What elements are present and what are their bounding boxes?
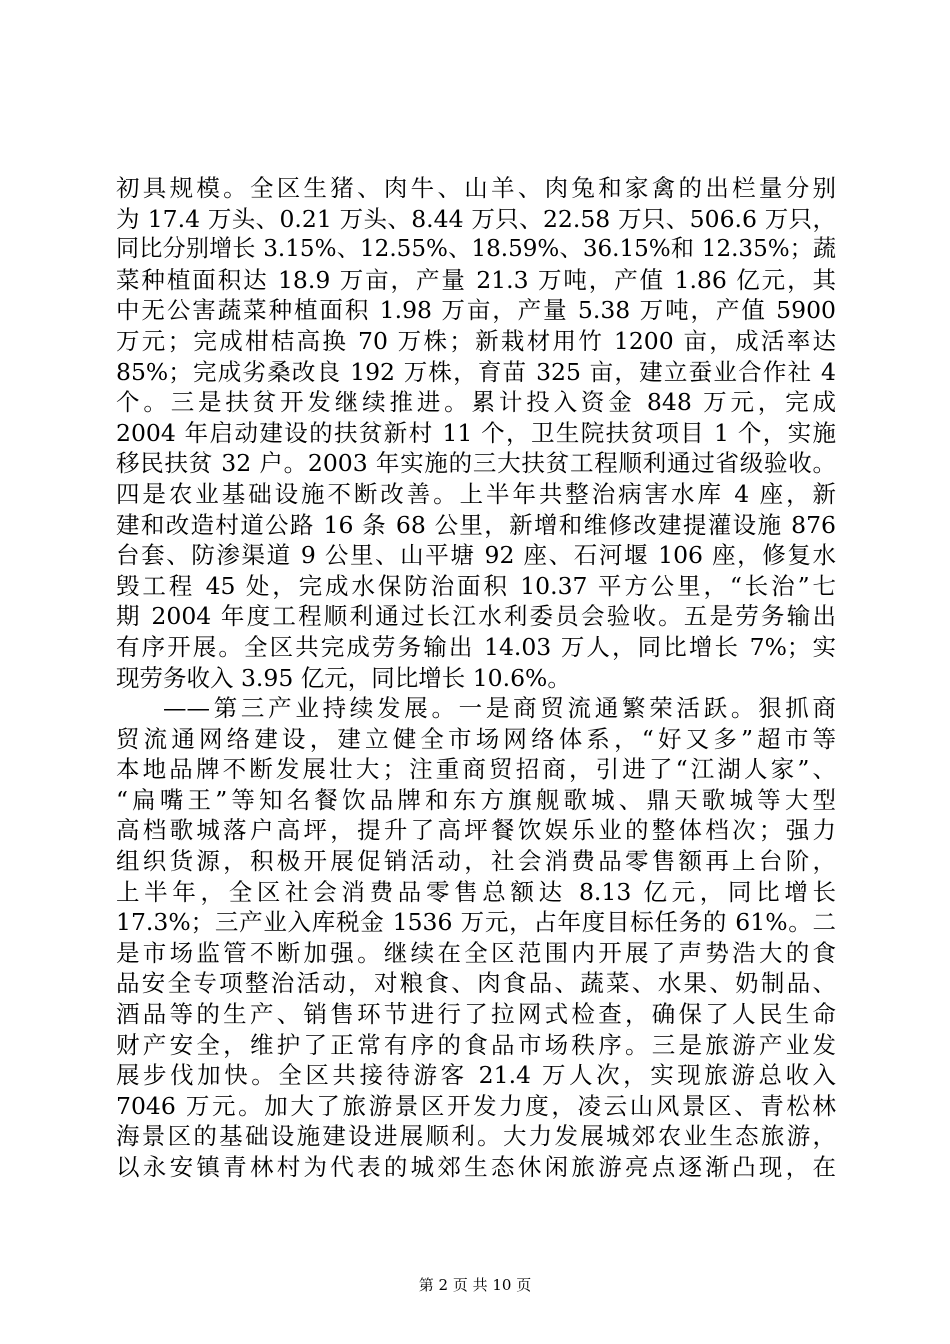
text-line: “扁嘴王”等知名餐饮品牌和东方旗舰歌城、鼎天歌城等大型: [116, 785, 836, 814]
text-line: 台套、防渗渠道 9 公里、山平塘 92 座、石河堰 106 座，修复水: [116, 541, 836, 570]
text-line: 个。三是扶贫开发继续推进。累计投入资金 848 万元，完成: [116, 388, 836, 417]
text-line: 为 17.4 万头、0.21 万头、8.44 万只、22.58 万只、506.6 万只，: [116, 204, 836, 233]
text-line: 中无公害蔬菜种植面积 1.98 万亩，产量 5.38 万吨，产值 5900: [116, 296, 836, 325]
text-line: 本地品牌不断发展壮大；注重商贸招商，引进了“江湖人家”、: [116, 755, 836, 784]
text-line: 期 2004 年度工程顺利通过长江水利委员会验收。五是劳务输出: [116, 602, 836, 631]
text-line: 万元；完成柑桔高换 70 万株；新栽材用竹 1200 亩，成活率达: [116, 326, 836, 355]
text-line: 是市场监管不断加强。继续在全区范围内开展了声势浩大的食: [116, 938, 836, 967]
body-text: [116, 173, 836, 1183]
text-line: 同比分别增长 3.15%、12.55%、18.59%、36.15%和 12.35%；蔬: [116, 236, 836, 263]
text-line: 以永安镇青林村为代表的城郊生态休闲旅游亮点逐渐凸现，在: [116, 1153, 836, 1181]
text-line: 初具规模。全区生猪、肉牛、山羊、肉兔和家禽的出栏量分别: [116, 174, 836, 202]
text-line: 高档歌城落户高坪，提升了高坪餐饮娱乐业的整体档次；强力: [116, 816, 836, 845]
text-line: 展步伐加快。全区共接待游客 21.4 万人次，实现旅游总收入: [116, 1061, 836, 1090]
text-line: 现劳务收入 3.95 亿元，同比增长 10.6%。: [116, 663, 571, 692]
text-line: 酒品等的生产、销售环节进行了拉网式检查，确保了人民生命: [116, 1000, 836, 1029]
text-line: 菜种植面积达 18.9 万亩，产量 21.3 万吨，产值 1.86 亿元，其: [116, 265, 836, 294]
text-line: 上半年，全区社会消费品零售总额达 8.13 亿元，同比增长: [116, 877, 836, 906]
text-line: 品安全专项整治活动，对粮食、肉食品、蔬菜、水果、奶制品、: [116, 969, 836, 998]
text-line: 85%；完成劣桑改良 192 万株，育苗 325 亩，建立蚕业合作社 4: [116, 357, 836, 386]
text-line: 移民扶贫 32 户。2003 年实施的三大扶贫工程顺利通过省级验收。: [116, 449, 836, 478]
text-line: 海景区的基础设施建设进展顺利。大力发展城郊农业生态旅游，: [116, 1122, 836, 1151]
text-line: 毁工程 45 处，完成水保防治面积 10.37 平方公里，“长治”七: [116, 571, 836, 600]
text-line: ——第三产业持续发展。一是商贸流通繁荣活跃。狠抓商: [163, 694, 836, 723]
text-line: 贸流通网络建设，建立健全市场网络体系，“好又多”超市等: [116, 724, 836, 753]
text-line: 组织货源，积极开展促销活动，社会消费品零售额再上台阶，: [116, 847, 836, 876]
text-line: 2004 年启动建设的扶贫新村 11 个，卫生院扶贫项目 1 个，实施: [116, 418, 836, 447]
text-line: 7046 万元。加大了旅游景区开发力度，凌云山风景区、青松林: [116, 1091, 836, 1120]
text-line: 17.3%；三产业入库税金 1536 万元，占年度目标任务的 61%。二: [116, 908, 836, 937]
text-line: 四是农业基础设施不断改善。上半年共整治病害水库 4 座，新: [116, 479, 836, 508]
page-footer: 第 2 页 共 10 页: [418, 1276, 532, 1294]
text-line: 建和改造村道公路 16 条 68 公里，新增和维修改建提灌设施 876: [116, 510, 836, 539]
text-line: 财产安全，维护了正常有序的食品市场秩序。三是旅游产业发: [116, 1030, 836, 1059]
text-line: 有序开展。全区共完成劳务输出 14.03 万人，同比增长 7%；实: [116, 632, 836, 661]
